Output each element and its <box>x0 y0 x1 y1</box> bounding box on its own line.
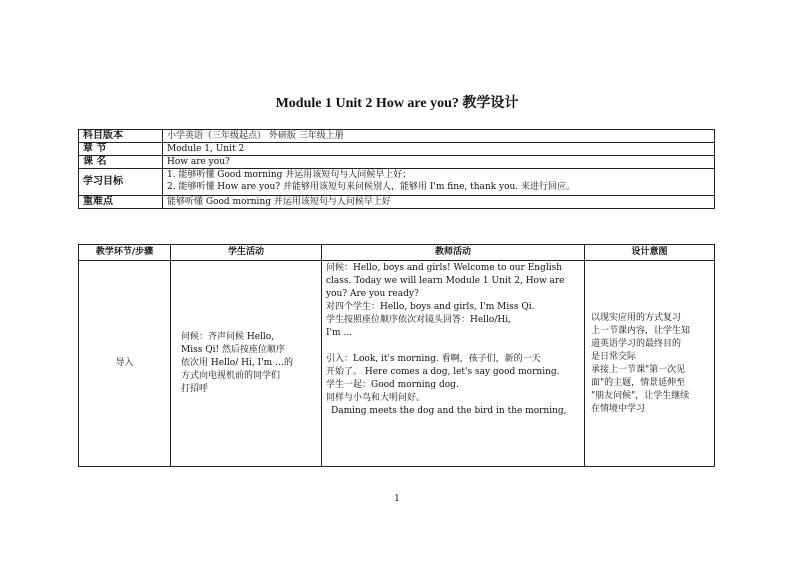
info-row-chapter <box>79 143 715 156</box>
info-key: 学习目标 <box>79 169 163 196</box>
teacher-line: I'm … <box>326 328 353 338</box>
teacher-line: 同样与小鸟和大明问好。 <box>326 393 426 403</box>
student-activity-cell <box>171 261 322 467</box>
info-row-lesson <box>79 156 715 169</box>
teacher-line: 学生按照座位顺序依次对镜头回答：Hello/Hi, <box>326 315 511 325</box>
info-line: How are you? <box>167 157 230 167</box>
teacher-line: 引入：Look, it's morning. 看啊，孩子们，新的一天 <box>326 354 541 364</box>
teacher-line: you? Are you ready? <box>326 289 419 299</box>
teacher-line: class. Today we will learn Module 1 Unit 2, How are <box>326 276 565 286</box>
student-line: Miss Qi! 然后按座位顺序 <box>181 345 285 355</box>
info-line: Module 1, Unit 2 <box>167 144 245 154</box>
info-line: 2. 能够听懂 How are you? 并能够用该短句来问候别人，能够用 I'm fine, thank you. 来进行回应。 <box>167 182 576 192</box>
header-stage: 教学环节/步骤 <box>79 245 171 261</box>
info-value <box>163 130 715 143</box>
info-line: 1. 能够听懂 Good morning 并运用该短句与人问候早上好； <box>167 170 412 180</box>
info-line: 小学英语（三年级起点） 外研版 三年级上册 <box>167 131 344 141</box>
intent-line: 是日常交际 <box>591 351 637 362</box>
info-key: 章 节 <box>79 143 163 156</box>
student-line: 问候：齐声问候 Hello, <box>181 332 275 342</box>
header-teacher-activity: 教师活动 <box>322 245 585 261</box>
info-row-subject <box>79 130 715 143</box>
course-info-table <box>78 129 715 209</box>
info-row-goals <box>79 169 715 196</box>
page-number: 1 <box>394 494 400 504</box>
intent-line: 在情境中学习 <box>591 403 646 414</box>
student-line: 依次用 Hello/ Hi, I'm …的 <box>181 358 293 368</box>
intent-line: 以现实应用的方式复习 <box>591 312 682 323</box>
table-header-row <box>79 245 715 261</box>
teacher-line: 对四个学生：Hello, boys and girls, I'm Miss Qi. <box>326 302 535 312</box>
info-row-key-points <box>79 196 715 209</box>
teaching-process-table <box>78 244 715 467</box>
document-title: Module 1 Unit 2 How are you? 教学设计 <box>275 96 519 111</box>
teacher-activity-cell <box>322 261 585 467</box>
stage-cell: 导入 <box>79 261 171 467</box>
info-value <box>163 156 715 169</box>
teacher-line: 学生一起：Good morning dog. <box>326 380 459 390</box>
info-key: 课 名 <box>79 156 163 169</box>
student-line: 方式向电视机前的同学们 <box>181 371 281 381</box>
design-intent-cell <box>585 261 715 467</box>
info-key: 科目版本 <box>79 130 163 143</box>
teacher-line: 问候：Hello, boys and girls! Welcome to our English <box>326 263 562 273</box>
intent-line: "朋友问候"，让学生继续 <box>591 390 690 401</box>
info-value <box>163 143 715 156</box>
intent-line: 承接上一节课"第一次见 <box>591 364 686 375</box>
intent-line: 上一节课内容，让学生知 <box>591 325 691 336</box>
teacher-line: Daming meets the dog and the bird in the morning, <box>331 406 567 416</box>
teacher-line <box>326 340 580 353</box>
header-design-intent: 设计意图 <box>585 245 715 261</box>
info-line: 能够听懂 Good morning 并运用该短句与人问候早上好 <box>167 197 391 207</box>
header-student-activity: 学生活动 <box>171 245 322 261</box>
intent-line: 面"的主题，情景延伸至 <box>591 377 686 388</box>
teacher-line: 开始了。 Here comes a dog, let's say good morning. <box>326 367 560 377</box>
student-line: 打招呼 <box>181 384 209 394</box>
table-row <box>79 261 715 467</box>
info-value <box>163 196 715 209</box>
info-key: 重难点 <box>79 196 163 209</box>
info-value <box>163 169 715 196</box>
intent-line: 道英语学习的最终目的 <box>591 338 682 349</box>
